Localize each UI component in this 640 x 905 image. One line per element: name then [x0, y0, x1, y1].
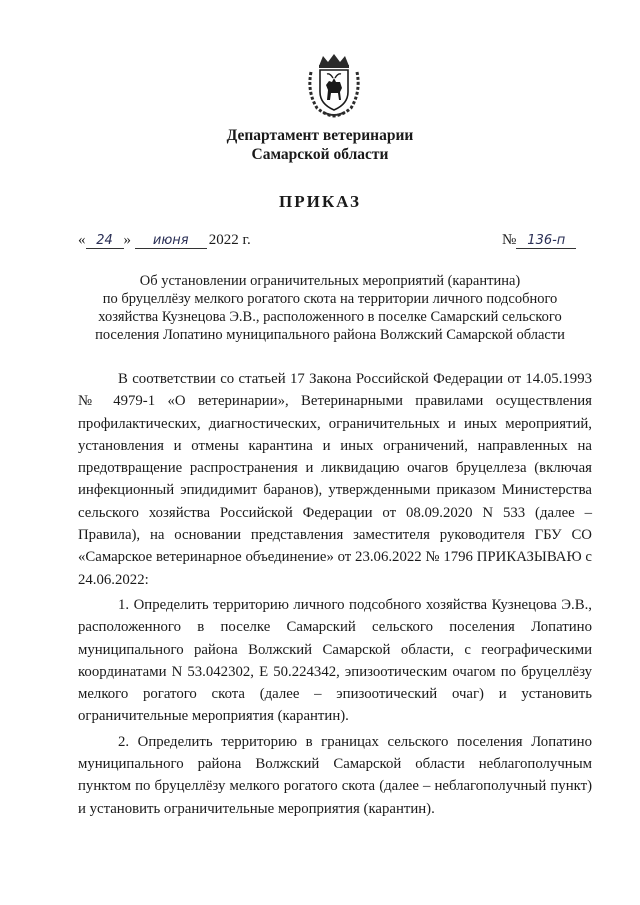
date-open-quote: « — [78, 232, 86, 248]
document-number — [502, 232, 576, 249]
date-day: 24 — [86, 233, 124, 249]
department-name: Департамент ветеринарии — [226, 127, 414, 144]
subject-line: поселения Лопатино муниципального района Волжский Самарской области — [95, 327, 565, 343]
document-body — [78, 368, 592, 823]
order-item-1: 1. Определить территорию личного подсобного хозяйства Кузнецова Э.В., расположенного в поселке Самарский сельского поселения Лопатино муниципального района Волжский Самарской области, с географическими координатами N 53.042302, E 50.224342, эпизоотическим очагом по бруцеллёзу мелкого рогатого скота (далее – эпизоотический очаг) и установить ограничительные мероприятия (карантин). — [78, 596, 592, 725]
subject-line: Об установлении ограничительных мероприятий (карантина) — [139, 273, 521, 289]
subject-line: хозяйства Кузнецова Э.В., расположенного в поселке Самарский сельского — [98, 309, 562, 325]
number-value: 136-п — [516, 233, 576, 249]
date-year: 2022 г. — [208, 232, 251, 248]
coat-of-arms-icon — [305, 52, 363, 118]
order-item-2: 2. Определить территорию в границах сельского поселения Лопатино муниципального района Волжский Самарской области неблагополучным пунктом по бруцеллёзу мелкого рогатого скота (далее – неблагополучный пункт) и установить ограничительные мероприятия (карантин). — [78, 733, 592, 817]
document-subject — [70, 272, 590, 344]
document-date — [78, 232, 251, 249]
number-prefix: № — [502, 232, 517, 248]
date-month: июня — [135, 233, 207, 249]
document-title: ПРИКАЗ — [279, 192, 361, 211]
date-close-quote: » — [123, 232, 131, 248]
region-name: Самарской области — [251, 146, 389, 163]
subject-line: по бруцеллёзу мелкого рогатого скота на территории личного подсобного — [102, 291, 558, 307]
preamble-paragraph: В соответствии со статьей 17 Закона Российской Федерации от 14.05.1993 № 4979-1 «О ветеринарии», Ветеринарными правилами осуществления профилактических, диагностических, ограничительных и иных мероприятий, установления и отмены карантина и иных ограничений, направленных на предотвращение распространения и ликвидацию очагов бруцеллеза (включая инфекционный эпидидимит баранов), утвержденными приказом Министерства сельского хозяйства Российской Федерации от 08.09.2020 N 533 (далее – Правила), на основании представления заместителя руководителя ГБУ СО «Самарское ветеринарное объединение» от 23.06.2022 № 1796 ПРИКАЗЫВАЮ с 24.06.2022: — [78, 371, 592, 588]
